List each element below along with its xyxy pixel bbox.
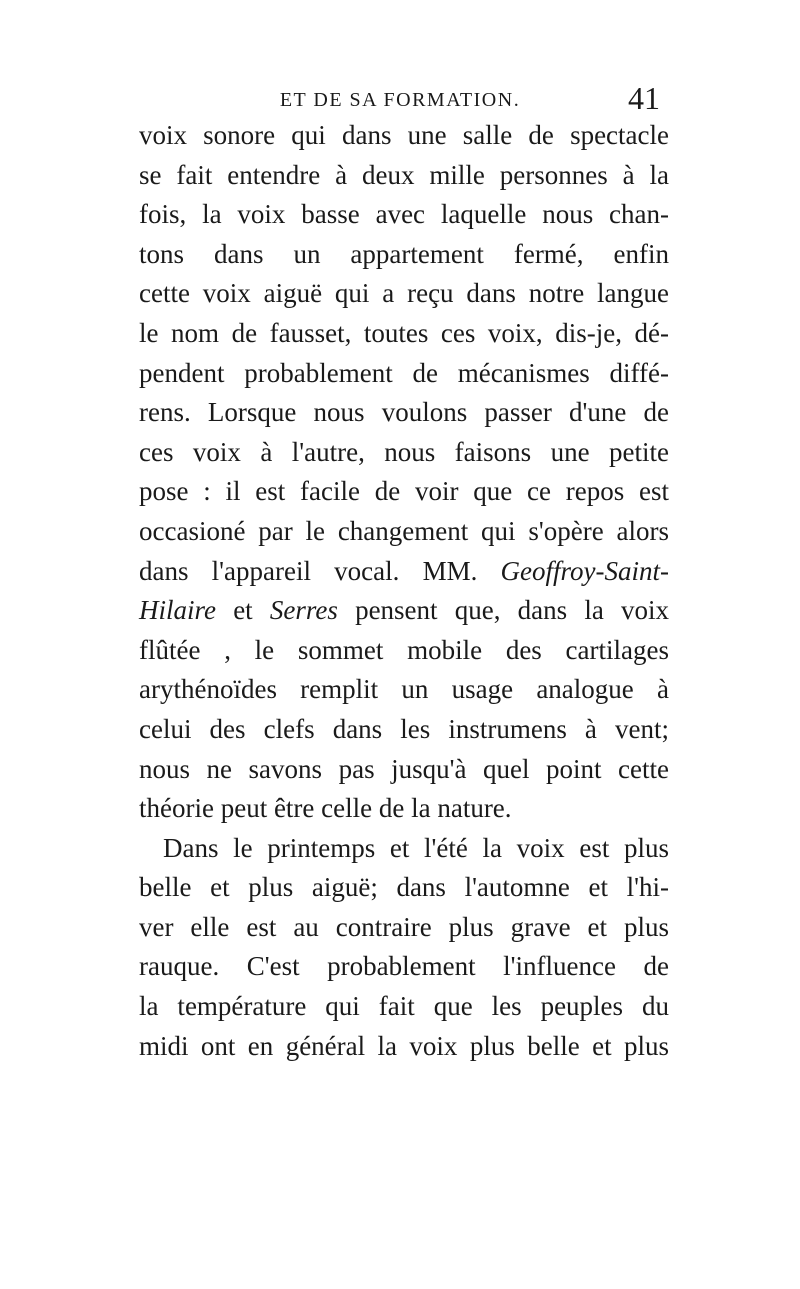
text-line: midi ont en général la voix plus belle et plus: [139, 1030, 669, 1061]
text-line: arythénoïdes remplit un usage analogue à: [139, 674, 669, 705]
text-line: belle et plus aiguë; dans l'automne et l'hi-: [139, 872, 669, 903]
text-line: [139, 591, 669, 631]
text-line: pose : il est facile de voir que ce repos est: [139, 476, 669, 507]
text-line: occasioné par le changement qui s'opère alors: [139, 515, 669, 546]
text-line: voix sonore qui dans une salle de spectacle: [139, 120, 669, 150]
text-line: ver elle est au contraire plus grave et plus: [139, 911, 669, 942]
author-name-hilaire: Hilaire: [139, 595, 216, 626]
text-line: flûtée , le sommet mobile des cartilages: [139, 634, 669, 665]
text-segment: et: [233, 595, 253, 626]
text-line: Dans le printemps et l'été la voix est plus: [163, 832, 669, 863]
text-line: fois, la voix basse avec laquelle nous chan-: [139, 199, 669, 230]
author-name-geoffroy: Geoffroy-Saint-: [500, 555, 669, 586]
text-line: [139, 552, 669, 592]
text-line: pendent probablement de mécanismes diffé-: [139, 357, 669, 388]
body-text: [139, 116, 669, 1066]
text-segment: pensent que, dans la voix: [355, 595, 669, 626]
text-line: la température qui fait que les peuples du: [139, 991, 669, 1022]
text-segment: dans l'appareil vocal. MM.: [139, 555, 478, 586]
page-number: 41: [628, 80, 660, 116]
text-line: celui des clefs dans les instrumens à vent;: [139, 713, 669, 744]
text-line: nous ne savons pas jusqu'à quel point cette: [139, 753, 669, 784]
text-line: cette voix aiguë qui a reçu dans notre langue: [139, 278, 669, 309]
running-head: [140, 80, 660, 116]
text-line: le nom de fausset, toutes ces voix, dis-je, dé-: [139, 317, 669, 348]
text-line: rauque. C'est probablement l'influence de: [139, 951, 669, 982]
text-line: rens. Lorsque nous voulons passer d'une de: [139, 397, 669, 428]
text-line: se fait entendre à deux mille personnes à la: [139, 159, 669, 190]
author-name-serres: Serres: [269, 595, 338, 626]
text-line: ces voix à l'autre, nous faisons une petite: [139, 436, 669, 467]
text-line: tons dans un appartement fermé, enfin: [139, 238, 669, 269]
running-title: ET DE SA FORMATION.: [279, 89, 521, 111]
text-line: théorie peut être celle de la nature.: [139, 793, 512, 824]
